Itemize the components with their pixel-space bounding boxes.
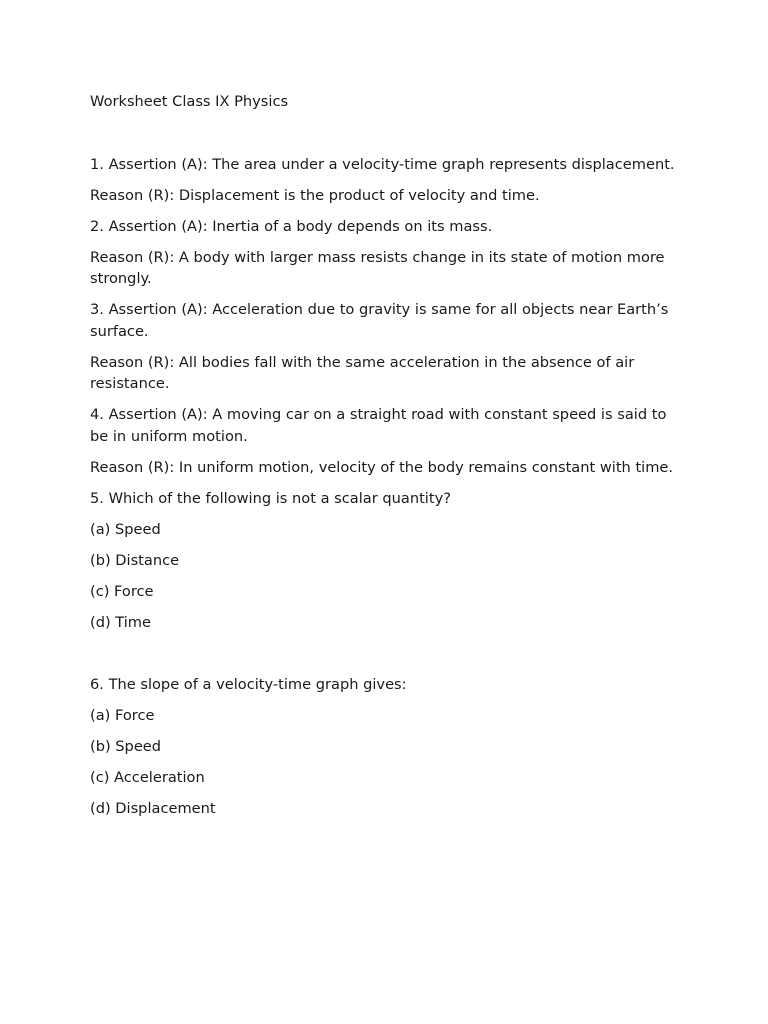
q3-assertion: 3. Assertion (A): Acceleration due to gravity is same for all objects near Earth’s surface.	[90, 301, 669, 340]
q6-option-d: (d) Displacement	[90, 799, 216, 817]
q6-option-a: (a) Force	[90, 706, 155, 724]
q5-option-b: (b) Distance	[90, 551, 180, 569]
q5-option-c: (c) Force	[90, 582, 154, 600]
q5-option-d: (d) Time	[90, 613, 152, 631]
q6-option-c: (c) Acceleration	[90, 768, 205, 786]
q5-question: 5. Which of the following is not a scalar quantity?	[90, 489, 451, 507]
q2-assertion: 2. Assertion (A): Inertia of a body depends on its mass.	[90, 217, 493, 235]
section-spacer	[90, 643, 680, 674]
worksheet-title: Worksheet Class IX Physics	[90, 93, 289, 110]
q6-option-b: (b) Speed	[90, 737, 162, 755]
q6-question: 6. The slope of a velocity-time graph gives:	[90, 675, 407, 693]
q1-reason: Reason (R): Displacement is the product of velocity and time.	[90, 186, 540, 204]
q5-option-a: (a) Speed	[90, 520, 161, 538]
q2-reason: Reason (R): A body with larger mass resists change in its state of motion more strongly.	[90, 248, 665, 287]
q3-reason: Reason (R): All bodies fall with the same acceleration in the absence of air resistance.	[90, 353, 635, 392]
q1-assertion: 1. Assertion (A): The area under a velocity-time graph represents displacement.	[90, 155, 675, 173]
q4-reason: Reason (R): In uniform motion, velocity of the body remains constant with time.	[90, 458, 674, 476]
q4-assertion: 4. Assertion (A): A moving car on a straight road with constant speed is said to be in uniform motion.	[90, 406, 667, 445]
worksheet-page	[90, 91, 680, 829]
